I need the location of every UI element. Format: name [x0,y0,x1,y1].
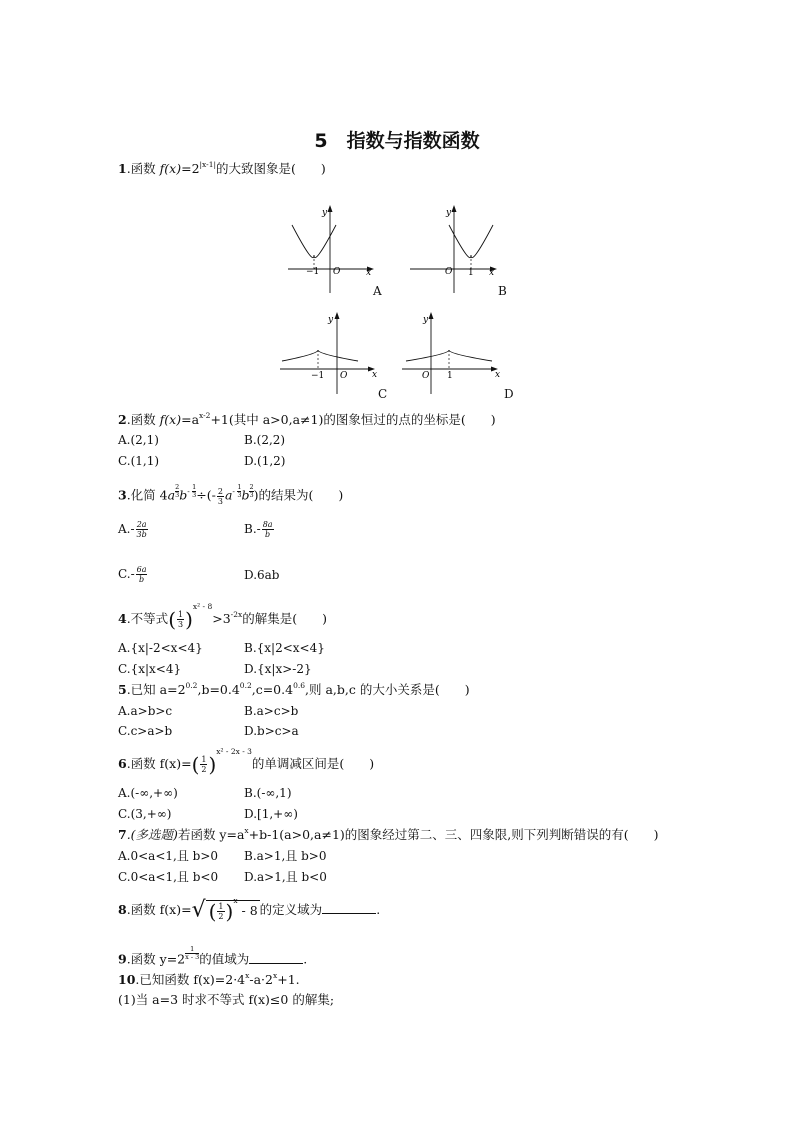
graph-d [402,310,512,400]
q4-option-a[interactable]: A.{x|-2<x<4} [118,641,203,655]
axis-y-label: y [322,208,328,218]
q2-option-d[interactable]: D.(1,2) [244,454,286,468]
question-2: 2.函数 $f(x)=a^{x-2}+1$(其中 a>0,a≠1)的图象恒过的点的坐标是( ) [118,411,496,427]
axis-y-label: y [446,208,452,218]
q7-option-d[interactable]: D.a>1,且 b<0 [244,870,327,884]
axis-x-label: x [495,370,501,380]
q2-option-b[interactable]: B.(2,2) [244,433,286,447]
q7-option-c[interactable]: C.0<a<1,且 b<0 [118,870,219,884]
q5-option-a[interactable]: A.a>b>c [118,704,173,718]
axis-y-label: y [423,315,429,325]
question-4: 4.不等式( $\frac{1}{3}$ )$^{x^2 - 8}>3^{-2x}$的解集是( ) [118,602,327,632]
tick-1: 1 [468,268,474,278]
q5-option-b[interactable]: B.a>c>b [244,704,299,718]
q3-option-b[interactable]: B.- $\frac{8a}{b}$ [244,520,273,539]
axis-y-label: y [328,315,334,325]
q4-option-b[interactable]: B.{x|2<x<4} [244,641,325,655]
axis-x-label: x [366,268,372,278]
tick-1: 1 [447,371,453,381]
graph-c [280,310,390,400]
q5-option-d[interactable]: D.b>c>a [244,724,299,738]
tick-neg1: −1 [311,371,325,381]
page-title: 5 指数与指数函数 [314,130,480,152]
graph-a-label: A [373,284,382,298]
q6-option-c[interactable]: C.(3,+∞) [118,807,172,821]
origin-label: O [340,371,348,381]
q4-option-c[interactable]: C.{x|x<4} [118,662,182,676]
origin-label: O [422,371,430,381]
origin-label: O [333,267,341,277]
q6-option-a[interactable]: A.(-∞,+∞) [118,786,178,800]
question-10-part-1: (1)当 a=3 时求不等式 f(x)≤0 的解集; [118,992,335,1007]
question-9: 9.函数 y=2 $^{\frac{1}{x - 3}}$ 的值域为 . [118,945,308,967]
q7-option-b[interactable]: B.a>1,且 b>0 [244,849,327,863]
origin-label: O [445,267,453,277]
graph-c-label: C [378,387,388,401]
axis-x-label: x [372,370,378,380]
answer-blank[interactable] [322,902,376,914]
graph-b-label: B [498,284,507,298]
answer-blank[interactable] [249,952,303,964]
question-8: 8.函数 f(x)=√ ( $\frac{1}{2}$ )$^x$ - 8 的定义域为 . [118,896,381,924]
q3-option-c[interactable]: C.- $\frac{6a}{b}$ [118,565,147,584]
axis-x-label: x [489,268,495,278]
tick-neg1: −1 [306,267,320,277]
graph-d-label: D [504,387,514,401]
question-6: 6.函数 f(x)=( $\frac{1}{2}$ )$^{x^2 - 2x - 3}$的单调减区间是( ) [118,747,375,777]
q5-option-c[interactable]: C.c>a>b [118,724,173,738]
question-number: 1 [118,161,127,176]
q3-option-d[interactable]: D.6ab [244,568,280,582]
question-1: 1.函数 $f(x)=2^{|x-1|}$的大致图象是( ) [118,160,326,176]
q4-option-d[interactable]: D.{x|x>-2} [244,662,312,676]
question-3: 3.化简 4a $^{\frac{2}{3}}$ $b^{- \frac{1}{3}}$ ÷(- $\frac{2}{3}$ $a^{- \frac{1}{3}}$ b $^{\frac{2}{3}}$ )的结果为( ) [118,483,344,506]
q7-option-a[interactable]: A.0<a<1,且 b>0 [118,849,219,863]
q2-option-a[interactable]: A.(2,1) [118,433,159,447]
q6-option-d[interactable]: D.[1,+∞) [244,807,298,821]
sqrt-sign: √ [191,897,206,923]
q6-option-b[interactable]: B.(-∞,1) [244,786,292,800]
question-7: 7.(多选题)若函数 $y=a^x+b-1(a>0,a\ne 1)$的图象经过第二、三、四象限,则下列判断错误的有( ) [118,826,659,842]
q2-option-c[interactable]: C.(1,1) [118,454,160,468]
question-5: 5.已知 $a=2^{0.2},b=0.4^{0.2},c=0.4^{0.6}$,则 a,b,c 的大小关系是( ) [118,681,470,697]
q3-option-a[interactable]: A.- $\frac{2a}{3b}$ [118,520,147,539]
question-10: 10.已知函数 $f(x)=2\cdot 4^x-a\cdot 2^x+1$. [118,971,300,987]
